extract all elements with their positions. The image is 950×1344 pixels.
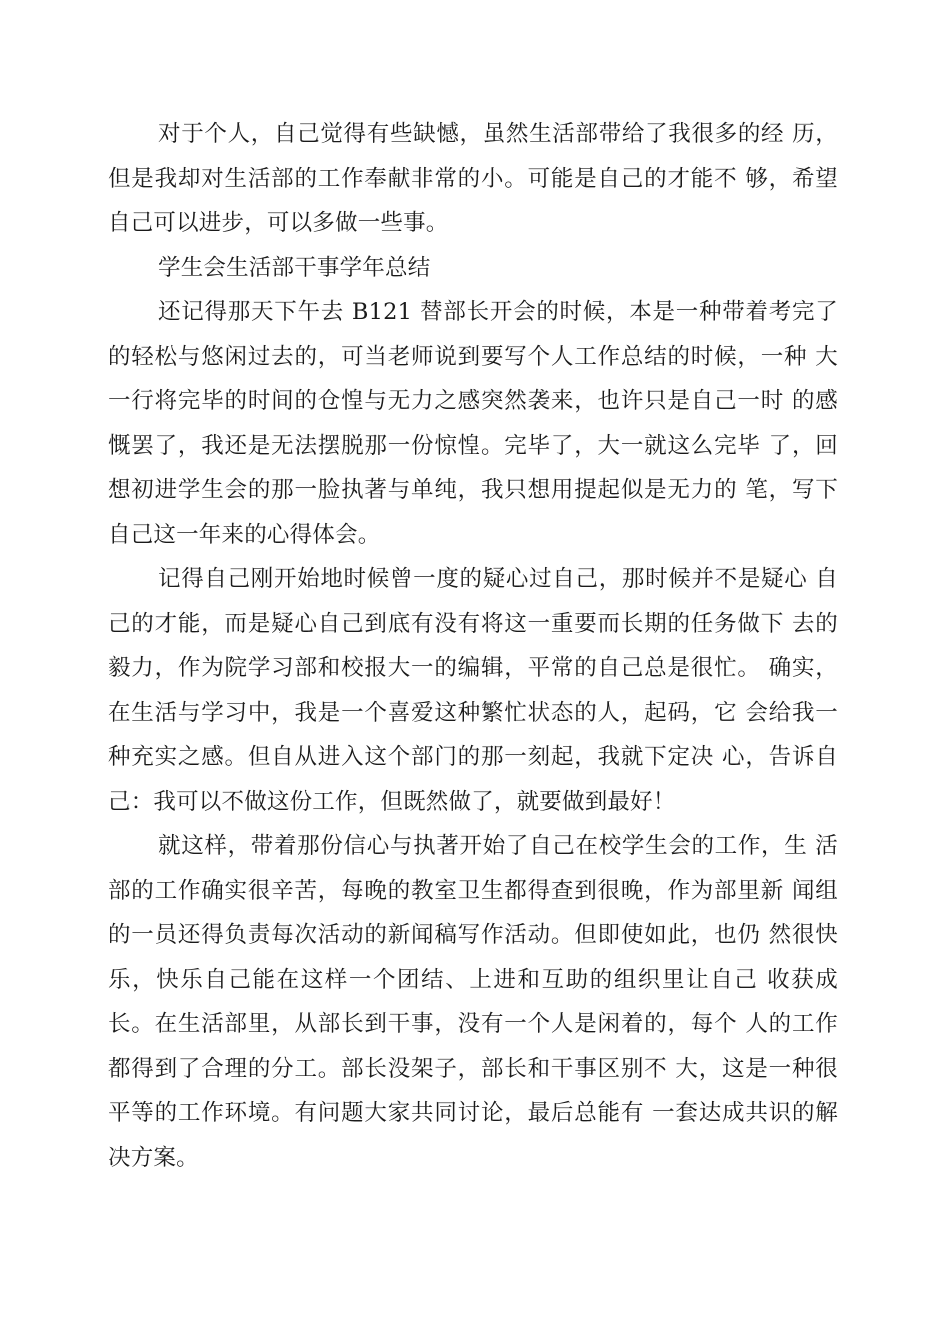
text-line: 部的工作确实很辛苦，每晚的教室卫生都得查到很晚，作为部里新 闻组 <box>108 877 838 904</box>
text-line: 平等的工作环境。有问题大家共同讨论，最后总能有 一套达成共识的解 <box>108 1100 838 1126</box>
paragraph-3 <box>108 557 838 824</box>
document-body <box>108 112 838 1180</box>
text-line: 还记得那天下午去 B121 替部长开会的时候，本是一种带着考完了 <box>158 299 838 325</box>
text-line: 慨罢了，我还是无法摆脱那一份惊惶。完毕了，大一就这么完毕 了，回 <box>108 432 838 459</box>
paragraph-1 <box>108 112 838 246</box>
text-line: 记得自己刚开始地时候曾一度的疑心过自己，那时候并不是疑心 自 <box>158 566 838 592</box>
text-line: 都得到了合理的分工。部长没架子，部长和干事区别不 大，这是一种很 <box>108 1055 838 1082</box>
text-line: 一行将完毕的时间的仓惶与无力之感突然袭来，也许只是自己一时 的感 <box>108 388 838 414</box>
text-line: 己：我可以不做这份工作，但既然做了，就要做到最好！ <box>108 788 676 815</box>
section-heading <box>108 246 838 291</box>
text-line: 己的才能，而是疑心自己到底有没有将这一重要而长期的任务做下 去的 <box>108 610 838 637</box>
text-line: 的轻松与悠闲过去的，可当老师说到要写个人工作总结的时候，一种 大 <box>108 343 838 370</box>
text-line: 的一员还得负责每次活动的新闻稿写作活动。但即使如此，也仍 然很快 <box>108 922 838 948</box>
text-line: 种充实之感。但自从进入这个部门的那一刻起，我就下定决 心，告诉自 <box>108 744 838 770</box>
text-line: 就这样，带着那份信心与执著开始了自己在校学生会的工作，生 活 <box>158 833 838 859</box>
text-line: 自己这一年来的心得体会。 <box>108 521 381 548</box>
paragraph-2 <box>108 290 838 557</box>
paragraph-4 <box>108 824 838 1180</box>
text-line: 对于个人，自己觉得有些缺憾，虽然生活部带给了我很多的经 历， <box>158 121 838 147</box>
text-line: 毅力，作为院学习部和校报大一的编辑，平常的自己总是很忙。 确实， <box>108 655 838 681</box>
heading-text: 学生会生活部干事学年总结 <box>158 254 431 281</box>
text-line: 长。在生活部里，从部长到干事，没有一个人是闲着的，每个 人的工作 <box>108 1011 838 1037</box>
text-line: 自己可以进步，可以多做一些事。 <box>108 210 449 236</box>
text-line: 在生活与学习中，我是一个喜爱这种繁忙状态的人，起码，它 会给我一 <box>108 699 838 726</box>
text-line: 想初进学生会的那一脸执著与单纯，我只想用提起似是无力的 笔，写下 <box>108 477 838 503</box>
text-line: 决方案。 <box>108 1144 199 1171</box>
text-line: 乐，快乐自己能在这样一个团结、上进和互助的组织里让自己 收获成 <box>108 966 838 993</box>
text-line: 但是我却对生活部的工作奉献非常的小。可能是自己的才能不 够，希望 <box>108 165 838 192</box>
